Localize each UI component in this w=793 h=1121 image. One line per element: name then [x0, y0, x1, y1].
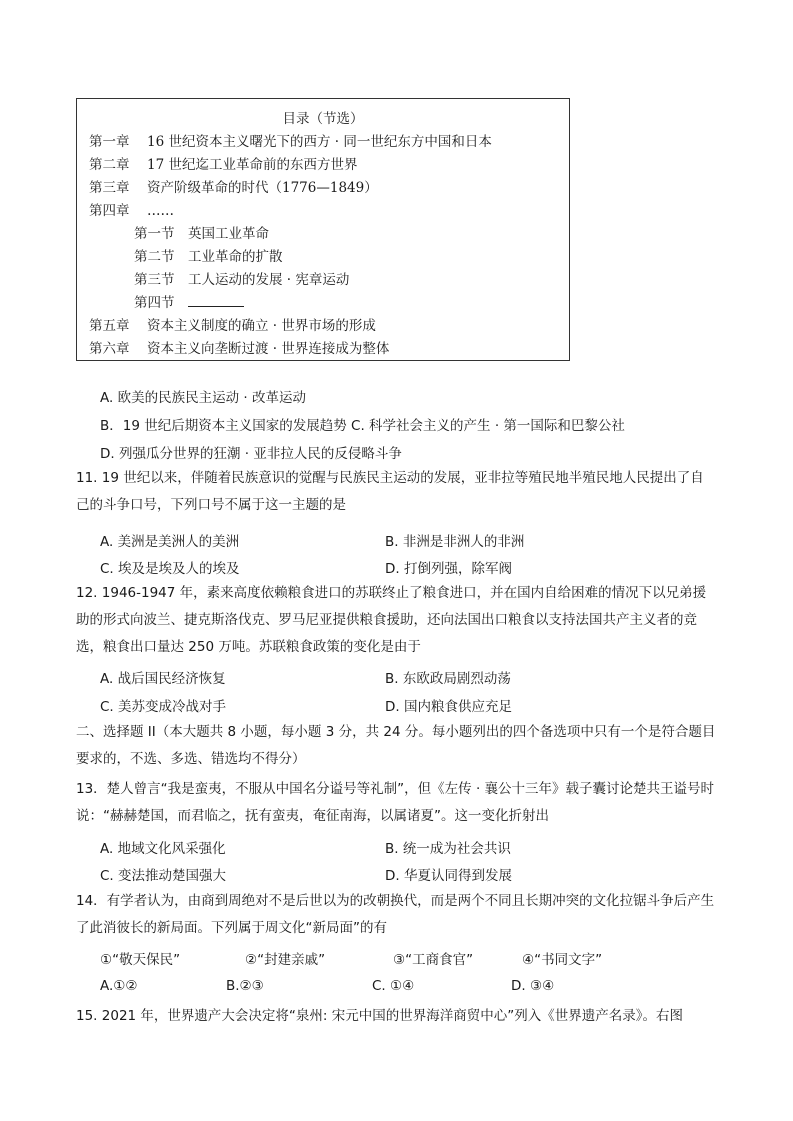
- section-text: 工业革命的扩散: [188, 249, 283, 265]
- q10-option-a: A. 欧美的民族民主运动 · 改革运动: [100, 390, 306, 406]
- chapter-text: 资本主义向垄断过渡 · 世界连接成为整体: [147, 341, 390, 357]
- q12-option-d: D. 国内粮食供应充足: [385, 699, 512, 715]
- q15-stem: 15. 2021 年，世界遗产大会决定将“泉州: 宋元中国的世界海洋商贸中心”列入《世界遗产名录》。右图: [76, 1008, 683, 1024]
- section-label: 第四节: [134, 295, 175, 311]
- q13-stem: 13．楚人曾言“我是蛮夷，不服从中国名分谥号等礼制”，但《左传 · 襄公十三年》载子囊讨论楚共王谥号时说：“赫赫楚国，而君临之，抚有蛮夷，奄征南海，以属诸夏”。这一变化折射出: [76, 781, 715, 824]
- chapter-text: 17 世纪迄工业革命前的东西方世界: [147, 157, 358, 173]
- q14-option-c: C. ①④: [372, 978, 415, 994]
- toc-chapter-2: [89, 153, 357, 173]
- chapter-label: 第一章: [89, 134, 130, 150]
- chapter-label: 第五章: [89, 318, 130, 334]
- chapter-label: 第二章: [89, 157, 130, 173]
- q14-option-b: B.②③: [226, 978, 264, 994]
- q11-option-c: C. 埃及是埃及人的埃及: [100, 561, 240, 577]
- toc-section-3: [134, 268, 349, 288]
- q13-option-b: B. 统一成为社会共识: [385, 841, 511, 857]
- chapter-text: ……: [147, 203, 174, 219]
- q14-item-4: ④“书同文字”: [522, 952, 603, 968]
- q14-option-a: A.①②: [100, 978, 138, 994]
- chapter-label: 第六章: [89, 341, 130, 357]
- chapter-text: 资产阶级革命的时代（1776—1849）: [147, 180, 378, 196]
- chapter-label: 第四章: [89, 203, 130, 219]
- section-text: 英国工业革命: [188, 226, 269, 242]
- q13-option-c: C. 变法推动楚国强大: [100, 868, 227, 884]
- chapter-label: 第三章: [89, 180, 130, 196]
- q11-option-d: D. 打倒列强，除军阀: [385, 561, 512, 577]
- toc-box: [76, 98, 570, 361]
- q12-option-a: A. 战后国民经济恢复: [100, 671, 226, 687]
- section-2-heading: 二、选择题 II（本大题共 8 小题，每小题 3 分，共 24 分。每小题列出的四个备选项中只有一个是符合题目要求的，不选、多选、错选均不得分）: [76, 724, 716, 767]
- chapter-text: 资本主义制度的确立 · 世界市场的形成: [147, 318, 376, 334]
- q12-option-b: B. 东欧政局剧烈动荡: [385, 671, 511, 687]
- answer-blank: [188, 294, 244, 307]
- q14-item-1: ①“敬天保民”: [100, 952, 181, 968]
- toc-title: 目录（节选）: [282, 111, 364, 127]
- q11-option-b: B. 非洲是非洲人的非洲: [385, 534, 525, 550]
- toc-chapter-5: [89, 314, 376, 334]
- section-text: 工人运动的发展 · 宪章运动: [188, 272, 350, 288]
- q13-option-a: A. 地域文化风采强化: [100, 841, 226, 857]
- q14-stem: 14．有学者认为，由商到周绝对不是后世以为的改朝换代，而是两个不同且长期冲突的文化拉锯斗争后产生了此消彼长的新局面。下列属于周文化“新局面”的有: [76, 893, 715, 936]
- q14-option-d: D. ③④: [511, 978, 555, 994]
- chapter-text: 16 世纪资本主义曙光下的西方 · 同一世纪东方中国和日本: [147, 134, 492, 150]
- toc-section-4: [134, 291, 244, 311]
- q10-option-bc: B．19 世纪后期资本主义国家的发展趋势 C. 科学社会主义的产生 · 第一国际和巴黎公社: [100, 418, 625, 434]
- section-label: 第二节: [134, 249, 175, 265]
- q12-stem: 12. 1946-1947 年，素来高度依赖粮食进口的苏联终止了粮食进口，并在国内自给困难的情况下以兄弟援助的形式向波兰、捷克斯洛伐克、罗马尼亚提供粮食援助，还向法国出口粮食以支持法国共产主义者的竞选，粮食出口量达 250 万吨。苏联粮食政策的变化是由于: [76, 585, 707, 655]
- toc-chapter-4: [89, 199, 174, 219]
- q14-item-2: ②“封建亲戚”: [245, 952, 326, 968]
- q11-option-a: A. 美洲是美洲人的美洲: [100, 534, 240, 550]
- section-label: 第三节: [134, 272, 175, 288]
- q14-item-3: ③“工商食官”: [393, 952, 474, 968]
- q12-option-c: C. 美苏变成冷战对手: [100, 699, 227, 715]
- toc-chapter-1: [89, 130, 492, 150]
- toc-section-1: [134, 222, 269, 242]
- section-label: 第一节: [134, 226, 175, 242]
- toc-section-2: [134, 245, 283, 265]
- toc-chapter-3: [89, 176, 378, 196]
- q13-option-d: D. 华夏认同得到发展: [385, 868, 512, 884]
- q10-option-d: D. 列强瓜分世界的狂潮 · 亚非拉人民的反侵略斗争: [100, 446, 402, 462]
- q11-stem: 11. 19 世纪以来，伴随着民族意识的觉醒与民族民主运动的发展，亚非拉等殖民地半殖民地人民提出了自己的斗争口号，下列口号不属于这一主题的是: [76, 470, 704, 513]
- toc-chapter-6: [89, 337, 389, 357]
